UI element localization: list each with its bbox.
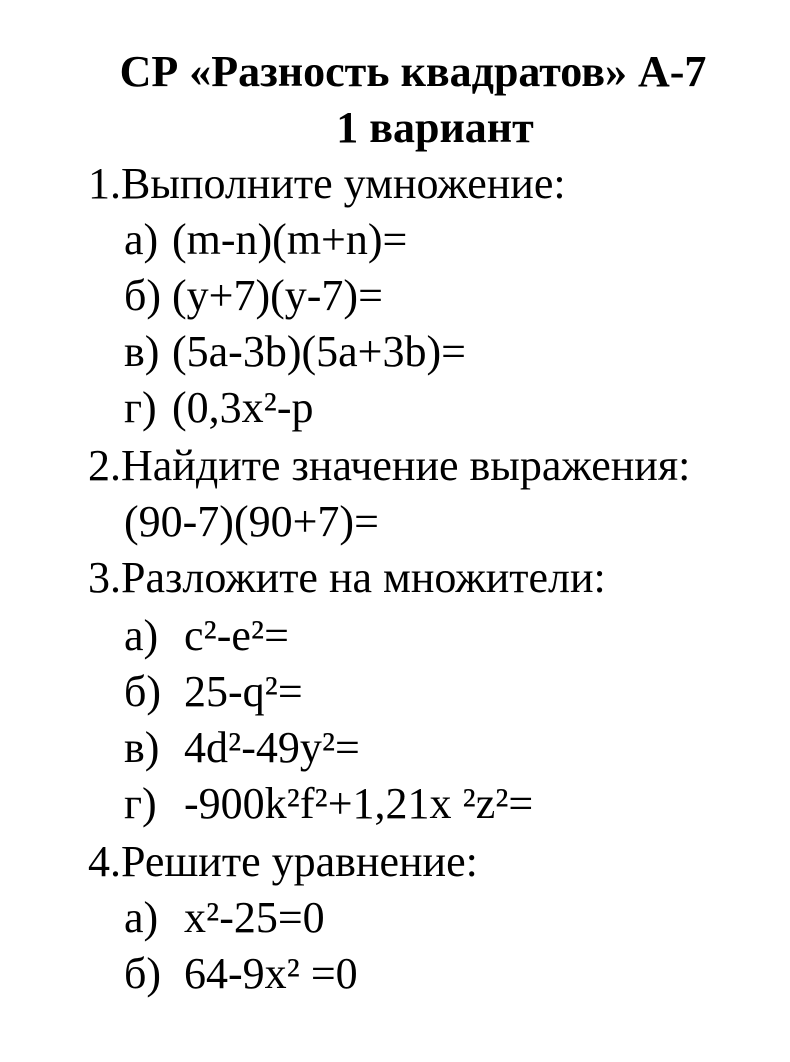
task-4-item-b <box>124 946 358 1002</box>
item-expression: (5a-3b)(5a+3b)= <box>172 327 466 376</box>
item-label: в) <box>124 723 160 772</box>
task-2-heading: 2.Найдите значение выражения: <box>88 441 691 490</box>
item-label: г) <box>124 383 157 432</box>
item-label: б) <box>124 271 162 320</box>
task-1-item-c <box>124 324 466 380</box>
item-label: в) <box>124 327 160 376</box>
item-label: б) <box>124 667 162 716</box>
item-expression: -900k²f²+1,21x ²z²= <box>184 779 534 828</box>
item-expression: 25-q²= <box>184 667 303 716</box>
item-expression: c²-e²= <box>184 611 289 660</box>
task-4-heading: 4.Решите уравнение: <box>88 837 478 886</box>
task-1-item-b <box>124 268 383 324</box>
task-3-item-b <box>124 664 303 720</box>
item-expression: 64-9x² =0 <box>184 949 358 998</box>
task-1-item-a <box>124 212 407 268</box>
item-expression: (m-n)(m+n)= <box>172 215 408 264</box>
task-4-item-a <box>124 890 325 946</box>
item-label: г) <box>124 779 157 828</box>
item-expression: 4d²-49y²= <box>184 723 360 772</box>
item-label: а) <box>124 893 159 942</box>
task-3-heading: 3.Разложите на множители: <box>88 553 606 602</box>
task-3-item-c <box>124 720 360 776</box>
item-expression: (0,3x²-p <box>172 383 314 432</box>
variant-title: 1 вариант <box>336 103 534 152</box>
item-expression: (y+7)(y-7)= <box>172 271 383 320</box>
task-1-item-d <box>124 380 314 436</box>
item-label: б) <box>124 949 162 998</box>
page-title: СР «Разность квадратов» А-7 <box>119 47 707 96</box>
item-expression: (90-7)(90+7)= <box>124 497 379 546</box>
item-label: а) <box>124 215 159 264</box>
task-3-item-d <box>124 776 533 832</box>
task-1-heading: 1.Выполните умножение: <box>88 159 566 208</box>
item-expression: x²-25=0 <box>184 893 325 942</box>
task-3-item-a <box>124 608 289 664</box>
item-label: а) <box>124 611 159 660</box>
task-2-item <box>124 494 379 550</box>
